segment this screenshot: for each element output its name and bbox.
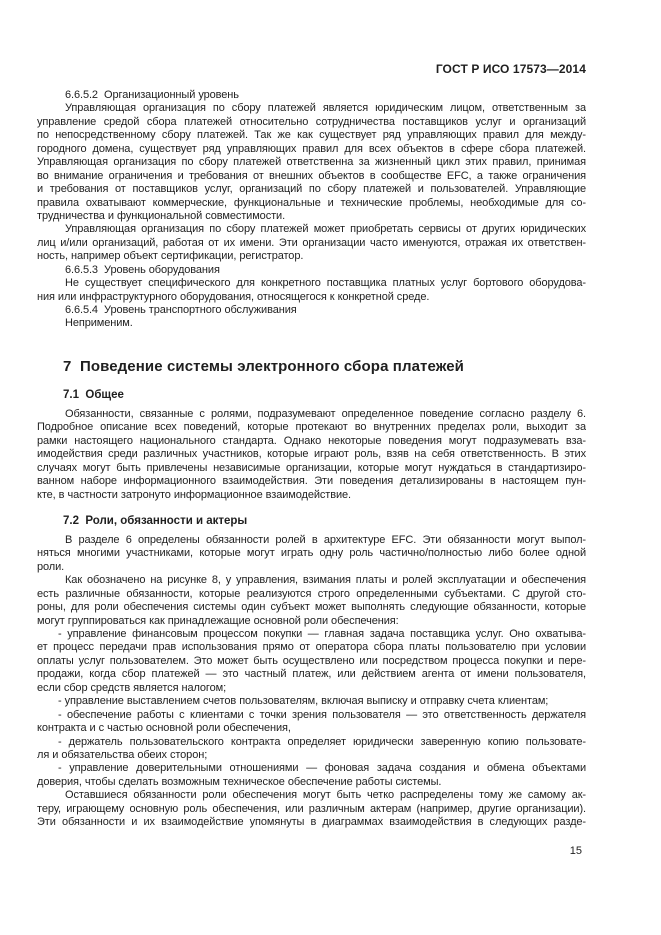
list-item xyxy=(37,736,586,763)
text-line: роны, для роли обеспечения системы один субъект может выполнять следующие обязанности, которые xyxy=(37,601,586,614)
text-line: Управляющая организация по сбору платежей может приобретать сервисы от других юридических xyxy=(65,223,586,236)
text-line: Неприменим. xyxy=(65,317,133,330)
text-line: во внимание ограничения и требования от внешних объектов в сообществе EFC, а также ограничения xyxy=(37,169,586,182)
paragraph xyxy=(37,789,586,829)
text-line: - управление доверительными отношениями — фоновая задача создания и обмена объектами xyxy=(58,762,586,775)
text-line: Оставшиеся обязанности роли обеспечения могут быть четко распределены тому же самому ак- xyxy=(65,789,586,802)
text-line: оплаты услуг пользователем. Это может быть осуществлено или посредством процесса покупки и пере- xyxy=(37,654,586,667)
text-line: Эти обязанности и их взаимодействие упомянуты в диаграммах взаимодействия в следующих разде- xyxy=(37,816,586,829)
text-line: роли. xyxy=(37,560,65,573)
list-item xyxy=(37,628,586,695)
list-item xyxy=(37,709,586,736)
page-number: 15 xyxy=(569,845,582,857)
document-body xyxy=(37,89,586,830)
text-line: ет процесс передачи прав использования прямо от оператора сбора платы пользователю при условии xyxy=(37,641,586,654)
text-line: 6.6.5.4 Уровень транспортного обслуживания xyxy=(65,304,297,316)
text-line: Как обозначено на рисунке 8, у управления, взимания платы и ролей эксплуатации и обеспечения xyxy=(65,574,586,587)
list-item xyxy=(37,762,586,789)
paragraph xyxy=(37,264,586,277)
list-item xyxy=(37,695,586,708)
subsection-heading: 7.2 Роли, обязанности и актеры xyxy=(63,514,248,527)
text-line: есть различные обязанности, которые реализуются строго определенными субъектами. С другой сто- xyxy=(37,587,586,600)
paragraph xyxy=(37,574,586,628)
text-line: правила охватывают коммерческие, функциональные и технические проблемы, необходимые для со- xyxy=(37,196,586,209)
paragraph xyxy=(37,89,586,102)
text-line: - управление выставлением счетов пользователям, включая выписку и отправку счета клиентам; xyxy=(58,695,549,708)
paragraph xyxy=(37,317,586,330)
paragraph xyxy=(37,534,586,574)
text-line: контракта и с частью основной роли обеспечения, xyxy=(37,722,291,735)
paragraph xyxy=(37,304,586,317)
text-line: продажи, когда сбор платежей — это частный платеж, или действием агента от имени пользователя, xyxy=(37,668,586,681)
text-line: имодействия среди различных участников, которые играют роль, взяв на себя ответственность. В этих xyxy=(37,448,586,461)
paragraph xyxy=(37,277,586,304)
text-line: Подробное описание всех поведений, которые протекают во внутренних пределах роли, выходит за xyxy=(37,421,586,434)
text-line: по непосредственному сбору платежей. Так же как существует ряд управляющих правил для между- xyxy=(37,129,586,142)
paragraph xyxy=(37,408,586,502)
paragraph xyxy=(37,223,586,263)
text-line: 6.6.5.2 Организационный уровень xyxy=(65,89,239,101)
text-line: ность, например объект сертификации, регистратор. xyxy=(37,250,304,263)
subsection-heading: 7.1 Общее xyxy=(63,388,124,401)
text-line: лиц и/или организаций, работая от их имени. Эти организации часто именуются, отражая их ответствен- xyxy=(37,236,586,249)
text-line: Управляющая организация по сбору платежей является юридическим лицом, ответственным за xyxy=(65,102,586,115)
text-line: 6.6.5.3 Уровень оборудования xyxy=(65,263,220,276)
text-line: ванном наборе информационного взаимодействия. Эти поведения детализированы в настоящем пун- xyxy=(37,475,586,488)
text-line: - держатель пользовательского контракта определяет юридически заверенную копию пользовате- xyxy=(58,735,586,748)
text-line: рамки настоящего национального стандарта. Однако некоторые поведения могут подразумевать вза- xyxy=(37,434,586,447)
text-line: няться многими участниками, которые могут играть одну роль частично/полностью либо более одной xyxy=(37,547,586,560)
text-line: - управление финансовым процессом покупки — главная задача поставщика услуг. Оно охватыва- xyxy=(58,628,586,640)
text-line: В разделе 6 определены обязанности ролей в архитектуре EFC. Эти обязанности могут выпол- xyxy=(65,533,586,546)
text-line: ния или инфраструктурного оборудования, относящегося к конкретной среде. xyxy=(37,290,430,303)
text-line: управление средой сбора платежей относительно сотрудничества поставщиков услуг и организаций xyxy=(37,115,586,128)
text-line: теру, играющему основную роль обеспечения, или различным актерам (например, другие организации). xyxy=(37,802,586,815)
paragraph xyxy=(37,102,586,223)
text-line: кте, в частности затронуто информационное взаимодействие. xyxy=(37,488,351,501)
text-line: Не существует специфического для конкретного поставщика платных услуг бортового оборудова- xyxy=(65,277,586,290)
text-line: Обязанности, связанные с ролями, подразумевают определенное поведение согласно разделу 6. xyxy=(65,407,586,420)
text-line: случаях могут быть привлечены независимые организации, которые могут нуждаться в стандартизиро- xyxy=(37,461,586,474)
text-line: если сбор средств является налогом; xyxy=(37,681,227,694)
document-code-header: ГОСТ Р ИСО 17573—2014 xyxy=(435,62,586,76)
text-line: могут группироваться как принадлежащие основной роли обеспечения: xyxy=(37,614,399,627)
text-line: трудничества и функциональной совместимости. xyxy=(37,209,286,222)
text-line: городного домена, существует ряд управляющих правил для всех объектов в сфере сбора платежей. xyxy=(37,142,586,155)
text-line: доверия, чтобы сделать возможным техническое обеспечение работы системы. xyxy=(37,775,442,788)
section-heading: 7 Поведение системы электронного сбора платежей xyxy=(63,357,465,375)
text-line: - обеспечение работы с клиентами с точки зрения пользователя — это ответственность держателя xyxy=(58,708,586,721)
text-line: Управляющая организация по сбору платежей ответственна за жизненный цикл этих правил, принимая xyxy=(37,156,586,169)
text-line: ля и обязательства обеих сторон; xyxy=(37,748,208,761)
text-line: и требования от поставщиков услуг, организаций по сбору платежей и пользователей. Управляющие xyxy=(37,183,586,196)
